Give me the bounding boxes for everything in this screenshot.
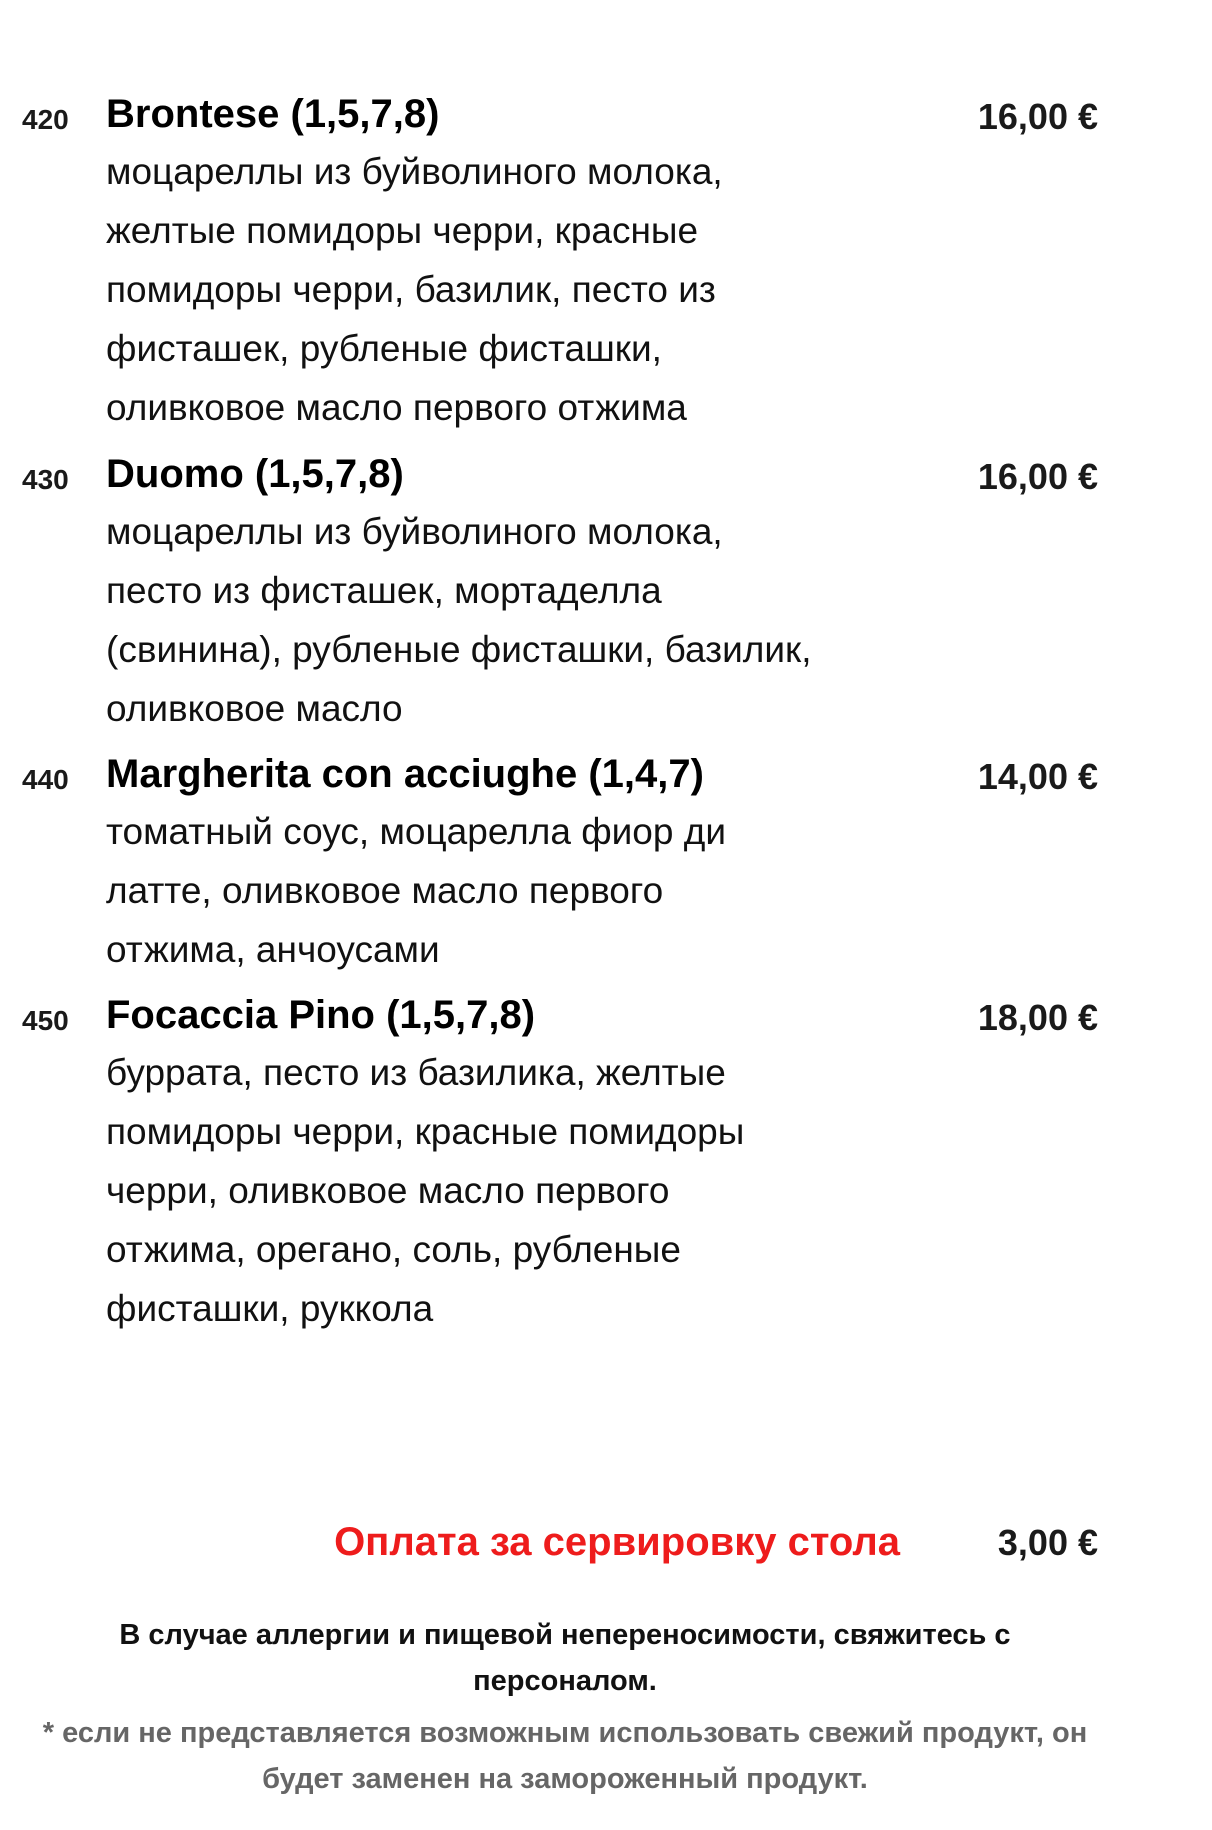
item-name: Duomo (1,5,7,8) bbox=[106, 452, 404, 496]
item-code: 450 bbox=[22, 1005, 69, 1036]
item-name: Focaccia Pino (1,5,7,8) bbox=[106, 993, 536, 1037]
item-description: томатный соус, моцарелла фиор ди латте, оливковое масло первого отжима, анчоусами bbox=[106, 811, 727, 970]
item-price: 18,00 € bbox=[977, 997, 1098, 1038]
item-price: 16,00 € bbox=[977, 96, 1098, 137]
item-description: моцареллы из буйволиного молока, желтые помидоры черри, красные помидоры черри, базилик, песто из фисташек, рубленые фисташки, оливковое масло первого отжима bbox=[106, 151, 723, 428]
item-price: 14,00 € bbox=[977, 756, 1098, 797]
item-name: Brontese (1,5,7,8) bbox=[106, 92, 440, 136]
item-name: Margherita con acciughe (1,4,7) bbox=[106, 752, 704, 796]
allergy-notice: В случае аллергии и пищевой непереносимости, свяжитесь с персоналом. bbox=[119, 1619, 1011, 1697]
service-charge-row bbox=[0, 1520, 1212, 1580]
item-price: 16,00 € bbox=[977, 456, 1098, 497]
item-description: буррата, песто из базилика, желтые помидоры черри, красные помидоры черри, оливковое масло первого отжима, орегано, соль, рубленые фисташки, руккола bbox=[106, 1052, 745, 1329]
service-charge-label: Оплата за сервировку стола bbox=[334, 1520, 900, 1564]
item-code: 430 bbox=[22, 464, 69, 495]
frozen-product-note: * если не представляется возможным использовать свежий продукт, он будет заменен на замороженный продукт. bbox=[42, 1717, 1088, 1795]
service-charge-price: 3,00 € bbox=[997, 1522, 1098, 1563]
item-code: 420 bbox=[22, 104, 69, 135]
item-code: 440 bbox=[22, 764, 69, 795]
item-description: моцареллы из буйволиного молока, песто из фисташек, мортаделла (свинина), рубленые фисташки, базилик, оливковое масло bbox=[106, 511, 812, 729]
